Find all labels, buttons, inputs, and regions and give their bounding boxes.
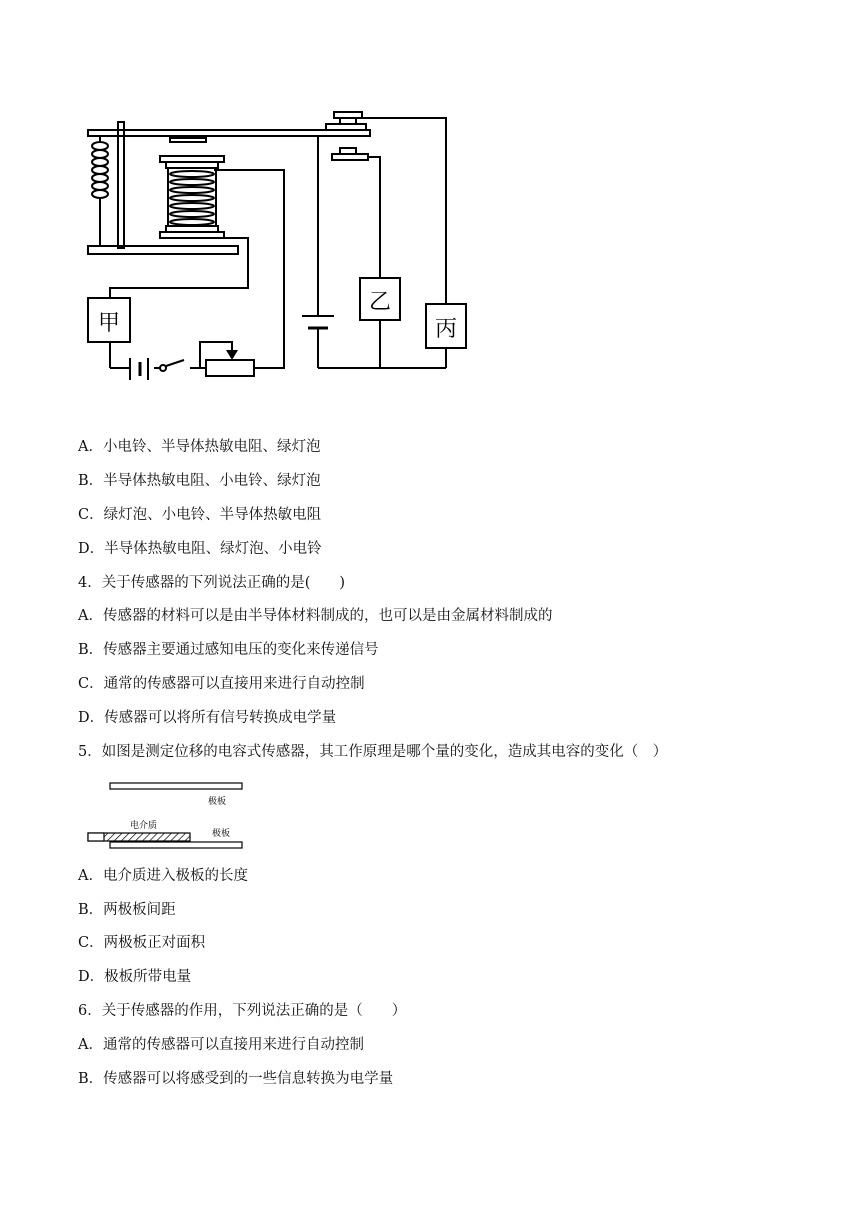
q4-option-a: A．传感器的材料可以是由半导体材料制成的，也可以是由金属材料制成的 [78,608,553,624]
dielectric-gap [88,833,104,841]
q3-option-d: D．半导体热敏电阻、绿灯泡、小电铃 [78,541,322,557]
bottom-plate [110,842,242,848]
q5-option-c: C．两极板正对面积 [78,935,206,951]
q5-option-b: B．两极板间距 [78,902,176,918]
q4-option-b: B．传感器主要通过感知电压的变化来传递信号 [78,642,379,658]
relay-circuit-figure [80,108,460,378]
battery-right-icon [302,316,334,328]
top-plate [110,783,242,789]
label-bing: 丙 [434,317,458,342]
electromagnet-icon [160,138,224,238]
label-jia: 甲 [97,311,121,336]
battery-left-icon [130,358,148,380]
top-plate-label: 极板 [208,797,227,807]
label-yi: 乙 [368,290,392,315]
q4-option-d: D．传感器可以将所有信号转换成电学量 [78,710,337,726]
q4-stem: 4．关于传感器的下列说法正确的是( ) [78,575,346,591]
q4-option-c: C．通常的传感器可以直接用来进行自动控制 [78,676,365,692]
spring-icon [92,136,108,246]
lower-contact [332,148,368,160]
upper-contact [326,112,366,130]
slider-arrow-icon [226,350,238,360]
q3-option-a: A．小电铃、半导体热敏电阻、绿灯泡 [78,439,321,455]
bottom-plate-label: 极板 [212,829,231,839]
q5-option-a: A．电介质进入极板的长度 [78,868,248,884]
dielectric-label: 电介质 [130,821,158,831]
q3-option-b: B．半导体热敏电阻、小电铃、绿灯泡 [78,473,321,489]
relay-base [88,246,238,254]
relay-post [118,122,124,248]
q5-stem: 5．如图是测定位移的电容式传感器，其工作原理是哪个量的变化，造成其电容的变化（ ） [78,744,668,760]
rheostat [206,360,254,376]
q6-stem: 6．关于传感器的作用，下列说法正确的是（ ） [78,1003,407,1019]
q6-option-b: B．传感器可以将感受到的一些信息转换为电学量 [78,1071,394,1087]
q3-option-c: C．绿灯泡、小电铃、半导体热敏电阻 [78,507,322,523]
q5-option-d: D．极板所带电量 [78,969,192,985]
capacitor-sensor-figure [86,778,246,852]
q6-option-a: A．通常的传感器可以直接用来进行自动控制 [78,1037,364,1053]
switch-icon [160,365,166,371]
